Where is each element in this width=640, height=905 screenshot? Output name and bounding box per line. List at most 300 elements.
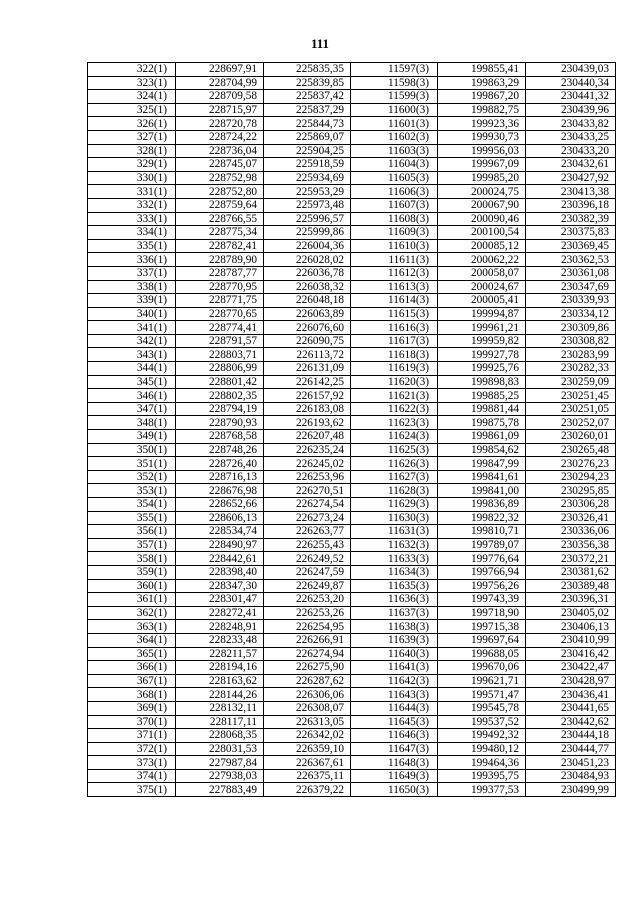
table-row: [88, 90, 616, 104]
table-row: [88, 565, 616, 579]
point-id-cell: 350(1): [88, 443, 176, 457]
y-coordinate-cell: 230439,96: [526, 103, 616, 117]
point-id-cell: 11638(3): [351, 620, 438, 634]
x-coordinate-cell: 228745,07: [176, 158, 264, 172]
y-coordinate-cell: 226249,87: [264, 579, 351, 593]
y-coordinate-cell: 226004,36: [264, 239, 351, 253]
point-id-cell: 11630(3): [351, 511, 438, 525]
x-coordinate-cell: 228211,57: [176, 647, 264, 661]
point-id-cell: 370(1): [88, 715, 176, 729]
x-coordinate-cell: 228759,64: [176, 198, 264, 212]
point-id-cell: 11621(3): [351, 389, 438, 403]
y-coordinate-cell: 230433,25: [526, 130, 616, 144]
table-row: [88, 701, 616, 715]
point-id-cell: 347(1): [88, 402, 176, 416]
y-coordinate-cell: 226306,06: [264, 688, 351, 702]
x-coordinate-cell: 199776,64: [438, 552, 526, 566]
y-coordinate-cell: 225837,42: [264, 90, 351, 104]
table-row: [88, 280, 616, 294]
x-coordinate-cell: 228736,04: [176, 144, 264, 158]
point-id-cell: 356(1): [88, 525, 176, 539]
y-coordinate-cell: 230375,83: [526, 226, 616, 240]
point-id-cell: 11636(3): [351, 593, 438, 607]
y-coordinate-cell: 225953,29: [264, 185, 351, 199]
x-coordinate-cell: 199925,76: [438, 362, 526, 376]
y-coordinate-cell: 230361,08: [526, 266, 616, 280]
x-coordinate-cell: 228301,47: [176, 593, 264, 607]
x-coordinate-cell: 228801,42: [176, 375, 264, 389]
point-id-cell: 11640(3): [351, 647, 438, 661]
point-id-cell: 328(1): [88, 144, 176, 158]
point-id-cell: 322(1): [88, 63, 176, 77]
point-id-cell: 331(1): [88, 185, 176, 199]
point-id-cell: 11649(3): [351, 769, 438, 783]
x-coordinate-cell: 228768,58: [176, 430, 264, 444]
x-coordinate-cell: 199697,64: [438, 633, 526, 647]
x-coordinate-cell: 199994,87: [438, 307, 526, 321]
x-coordinate-cell: 228752,98: [176, 171, 264, 185]
x-coordinate-cell: 199670,06: [438, 661, 526, 675]
table-row: [88, 239, 616, 253]
y-coordinate-cell: 230433,82: [526, 117, 616, 131]
point-id-cell: 345(1): [88, 375, 176, 389]
table-row: [88, 484, 616, 498]
point-id-cell: 333(1): [88, 212, 176, 226]
point-id-cell: 341(1): [88, 321, 176, 335]
x-coordinate-cell: 228794,19: [176, 402, 264, 416]
x-coordinate-cell: 228720,78: [176, 117, 264, 131]
point-id-cell: 325(1): [88, 103, 176, 117]
point-id-cell: 11632(3): [351, 538, 438, 552]
y-coordinate-cell: 230356,38: [526, 538, 616, 552]
x-coordinate-cell: 228652,66: [176, 498, 264, 512]
point-id-cell: 323(1): [88, 76, 176, 90]
x-coordinate-cell: 227987,84: [176, 756, 264, 770]
table-row: [88, 525, 616, 539]
x-coordinate-cell: 228144,26: [176, 688, 264, 702]
table-row: [88, 171, 616, 185]
point-id-cell: 371(1): [88, 729, 176, 743]
y-coordinate-cell: 226274,54: [264, 498, 351, 512]
point-id-cell: 335(1): [88, 239, 176, 253]
y-coordinate-cell: 230252,07: [526, 416, 616, 430]
x-coordinate-cell: 228770,95: [176, 280, 264, 294]
x-coordinate-cell: 228031,53: [176, 742, 264, 756]
x-coordinate-cell: 228442,61: [176, 552, 264, 566]
point-id-cell: 11613(3): [351, 280, 438, 294]
coordinates-table-body: [88, 63, 616, 797]
y-coordinate-cell: 226270,51: [264, 484, 351, 498]
y-coordinate-cell: 226245,02: [264, 457, 351, 471]
point-id-cell: 373(1): [88, 756, 176, 770]
y-coordinate-cell: 230251,05: [526, 402, 616, 416]
point-id-cell: 365(1): [88, 647, 176, 661]
y-coordinate-cell: 230413,38: [526, 185, 616, 199]
point-id-cell: 340(1): [88, 307, 176, 321]
x-coordinate-cell: 228716,13: [176, 470, 264, 484]
table-row: [88, 443, 616, 457]
point-id-cell: 11639(3): [351, 633, 438, 647]
y-coordinate-cell: 230451,23: [526, 756, 616, 770]
y-coordinate-cell: 230389,48: [526, 579, 616, 593]
point-id-cell: 11635(3): [351, 579, 438, 593]
y-coordinate-cell: 226249,52: [264, 552, 351, 566]
x-coordinate-cell: 228766,55: [176, 212, 264, 226]
y-coordinate-cell: 230251,45: [526, 389, 616, 403]
y-coordinate-cell: 226266,91: [264, 633, 351, 647]
x-coordinate-cell: 200005,41: [438, 294, 526, 308]
point-id-cell: 11622(3): [351, 402, 438, 416]
y-coordinate-cell: 225904,25: [264, 144, 351, 158]
table-row: [88, 402, 616, 416]
x-coordinate-cell: 228117,11: [176, 715, 264, 729]
x-coordinate-cell: 228803,71: [176, 348, 264, 362]
y-coordinate-cell: 225837,29: [264, 103, 351, 117]
point-id-cell: 11642(3): [351, 674, 438, 688]
x-coordinate-cell: 199885,25: [438, 389, 526, 403]
x-coordinate-cell: 228132,11: [176, 701, 264, 715]
y-coordinate-cell: 230308,82: [526, 334, 616, 348]
x-coordinate-cell: 228789,90: [176, 253, 264, 267]
y-coordinate-cell: 230260,01: [526, 430, 616, 444]
table-row: [88, 144, 616, 158]
x-coordinate-cell: 199923,36: [438, 117, 526, 131]
y-coordinate-cell: 230306,28: [526, 498, 616, 512]
x-coordinate-cell: 199766,94: [438, 565, 526, 579]
x-coordinate-cell: 199718,90: [438, 606, 526, 620]
y-coordinate-cell: 226207,48: [264, 430, 351, 444]
y-coordinate-cell: 226090,75: [264, 334, 351, 348]
table-row: [88, 579, 616, 593]
y-coordinate-cell: 226342,02: [264, 729, 351, 743]
table-row: [88, 674, 616, 688]
x-coordinate-cell: 199959,82: [438, 334, 526, 348]
y-coordinate-cell: 226255,43: [264, 538, 351, 552]
point-id-cell: 361(1): [88, 593, 176, 607]
x-coordinate-cell: 199867,20: [438, 90, 526, 104]
y-coordinate-cell: 225844,73: [264, 117, 351, 131]
point-id-cell: 11641(3): [351, 661, 438, 675]
point-id-cell: 343(1): [88, 348, 176, 362]
y-coordinate-cell: 230428,97: [526, 674, 616, 688]
x-coordinate-cell: 199863,29: [438, 76, 526, 90]
y-coordinate-cell: 230405,02: [526, 606, 616, 620]
point-id-cell: 11614(3): [351, 294, 438, 308]
table-row: [88, 348, 616, 362]
y-coordinate-cell: 230382,39: [526, 212, 616, 226]
x-coordinate-cell: 228606,13: [176, 511, 264, 525]
y-coordinate-cell: 226273,24: [264, 511, 351, 525]
y-coordinate-cell: 226359,10: [264, 742, 351, 756]
table-row: [88, 307, 616, 321]
y-coordinate-cell: 226308,07: [264, 701, 351, 715]
y-coordinate-cell: 226036,78: [264, 266, 351, 280]
x-coordinate-cell: 199836,89: [438, 498, 526, 512]
table-row: [88, 266, 616, 280]
point-id-cell: 11626(3): [351, 457, 438, 471]
y-coordinate-cell: 225839,85: [264, 76, 351, 90]
table-row: [88, 606, 616, 620]
table-row: [88, 117, 616, 131]
x-coordinate-cell: 228787,77: [176, 266, 264, 280]
y-coordinate-cell: 226253,20: [264, 593, 351, 607]
y-coordinate-cell: 226254,95: [264, 620, 351, 634]
x-coordinate-cell: 199756,26: [438, 579, 526, 593]
coordinates-table: [87, 62, 616, 797]
y-coordinate-cell: 226313,05: [264, 715, 351, 729]
table-row: [88, 389, 616, 403]
table-row: [88, 430, 616, 444]
y-coordinate-cell: 230441,32: [526, 90, 616, 104]
y-coordinate-cell: 230442,62: [526, 715, 616, 729]
x-coordinate-cell: 199930,73: [438, 130, 526, 144]
point-id-cell: 11599(3): [351, 90, 438, 104]
point-id-cell: 11597(3): [351, 63, 438, 77]
table-row: [88, 538, 616, 552]
y-coordinate-cell: 226113,72: [264, 348, 351, 362]
point-id-cell: 357(1): [88, 538, 176, 552]
x-coordinate-cell: 228726,40: [176, 457, 264, 471]
table-row: [88, 457, 616, 471]
point-id-cell: 354(1): [88, 498, 176, 512]
y-coordinate-cell: 230276,23: [526, 457, 616, 471]
table-row: [88, 212, 616, 226]
table-row: [88, 185, 616, 199]
x-coordinate-cell: 199882,75: [438, 103, 526, 117]
x-coordinate-cell: 199861,09: [438, 430, 526, 444]
y-coordinate-cell: 230484,93: [526, 769, 616, 783]
point-id-cell: 337(1): [88, 266, 176, 280]
x-coordinate-cell: 228782,41: [176, 239, 264, 253]
point-id-cell: 11619(3): [351, 362, 438, 376]
point-id-cell: 339(1): [88, 294, 176, 308]
x-coordinate-cell: 228248,91: [176, 620, 264, 634]
x-coordinate-cell: 228398,40: [176, 565, 264, 579]
point-id-cell: 334(1): [88, 226, 176, 240]
point-id-cell: 366(1): [88, 661, 176, 675]
x-coordinate-cell: 199789,07: [438, 538, 526, 552]
point-id-cell: 324(1): [88, 90, 176, 104]
y-coordinate-cell: 230433,20: [526, 144, 616, 158]
point-id-cell: 349(1): [88, 430, 176, 444]
y-coordinate-cell: 230432,61: [526, 158, 616, 172]
x-coordinate-cell: 228068,35: [176, 729, 264, 743]
y-coordinate-cell: 226028,02: [264, 253, 351, 267]
y-coordinate-cell: 226142,25: [264, 375, 351, 389]
point-id-cell: 374(1): [88, 769, 176, 783]
point-id-cell: 11620(3): [351, 375, 438, 389]
table-row: [88, 511, 616, 525]
y-coordinate-cell: 226287,62: [264, 674, 351, 688]
point-id-cell: 11606(3): [351, 185, 438, 199]
y-coordinate-cell: 230347,69: [526, 280, 616, 294]
x-coordinate-cell: 199855,41: [438, 63, 526, 77]
table-row: [88, 729, 616, 743]
point-id-cell: 11610(3): [351, 239, 438, 253]
point-id-cell: 11650(3): [351, 783, 438, 797]
point-id-cell: 332(1): [88, 198, 176, 212]
point-id-cell: 330(1): [88, 171, 176, 185]
x-coordinate-cell: 199480,12: [438, 742, 526, 756]
x-coordinate-cell: 199810,71: [438, 525, 526, 539]
table-row: [88, 226, 616, 240]
y-coordinate-cell: 226076,60: [264, 321, 351, 335]
x-coordinate-cell: 228748,26: [176, 443, 264, 457]
x-coordinate-cell: 199537,52: [438, 715, 526, 729]
x-coordinate-cell: 227883,49: [176, 783, 264, 797]
x-coordinate-cell: 228704,99: [176, 76, 264, 90]
page-number: 111: [310, 36, 330, 51]
point-id-cell: 367(1): [88, 674, 176, 688]
point-id-cell: 372(1): [88, 742, 176, 756]
y-coordinate-cell: 226263,77: [264, 525, 351, 539]
x-coordinate-cell: 199621,71: [438, 674, 526, 688]
y-coordinate-cell: 226063,89: [264, 307, 351, 321]
point-id-cell: 359(1): [88, 565, 176, 579]
point-id-cell: 369(1): [88, 701, 176, 715]
point-id-cell: 326(1): [88, 117, 176, 131]
y-coordinate-cell: 230406,13: [526, 620, 616, 634]
y-coordinate-cell: 230439,03: [526, 63, 616, 77]
y-coordinate-cell: 230396,18: [526, 198, 616, 212]
x-coordinate-cell: 200058,07: [438, 266, 526, 280]
point-id-cell: 368(1): [88, 688, 176, 702]
x-coordinate-cell: 228163,62: [176, 674, 264, 688]
y-coordinate-cell: 226183,08: [264, 402, 351, 416]
point-id-cell: 358(1): [88, 552, 176, 566]
x-coordinate-cell: 199822,32: [438, 511, 526, 525]
point-id-cell: 11605(3): [351, 171, 438, 185]
point-id-cell: 11646(3): [351, 729, 438, 743]
y-coordinate-cell: 230444,18: [526, 729, 616, 743]
y-coordinate-cell: 230265,48: [526, 443, 616, 457]
point-id-cell: 375(1): [88, 783, 176, 797]
point-id-cell: 11598(3): [351, 76, 438, 90]
table-row: [88, 769, 616, 783]
table-row: [88, 742, 616, 756]
point-id-cell: 11602(3): [351, 130, 438, 144]
y-coordinate-cell: 226157,92: [264, 389, 351, 403]
x-coordinate-cell: 228771,75: [176, 294, 264, 308]
point-id-cell: 352(1): [88, 470, 176, 484]
y-coordinate-cell: 230440,34: [526, 76, 616, 90]
x-coordinate-cell: 199854,62: [438, 443, 526, 457]
y-coordinate-cell: 226375,11: [264, 769, 351, 783]
x-coordinate-cell: 200085,12: [438, 239, 526, 253]
x-coordinate-cell: 199841,61: [438, 470, 526, 484]
point-id-cell: 336(1): [88, 253, 176, 267]
point-id-cell: 11647(3): [351, 742, 438, 756]
x-coordinate-cell: 199571,47: [438, 688, 526, 702]
point-id-cell: 329(1): [88, 158, 176, 172]
point-id-cell: 346(1): [88, 389, 176, 403]
x-coordinate-cell: 199688,05: [438, 647, 526, 661]
y-coordinate-cell: 230396,31: [526, 593, 616, 607]
x-coordinate-cell: 200024,67: [438, 280, 526, 294]
point-id-cell: 11618(3): [351, 348, 438, 362]
x-coordinate-cell: 228272,41: [176, 606, 264, 620]
y-coordinate-cell: 226275,90: [264, 661, 351, 675]
point-id-cell: 362(1): [88, 606, 176, 620]
y-coordinate-cell: 226379,22: [264, 783, 351, 797]
point-id-cell: 11612(3): [351, 266, 438, 280]
point-id-cell: 11604(3): [351, 158, 438, 172]
table-row: [88, 498, 616, 512]
y-coordinate-cell: 230282,33: [526, 362, 616, 376]
x-coordinate-cell: 228347,30: [176, 579, 264, 593]
y-coordinate-cell: 230309,86: [526, 321, 616, 335]
table-row: [88, 294, 616, 308]
y-coordinate-cell: 226038,32: [264, 280, 351, 294]
x-coordinate-cell: 228774,41: [176, 321, 264, 335]
point-id-cell: 327(1): [88, 130, 176, 144]
y-coordinate-cell: 230441,65: [526, 701, 616, 715]
point-id-cell: 11623(3): [351, 416, 438, 430]
point-id-cell: 11644(3): [351, 701, 438, 715]
y-coordinate-cell: 230427,92: [526, 171, 616, 185]
y-coordinate-cell: 225934,69: [264, 171, 351, 185]
x-coordinate-cell: 228790,93: [176, 416, 264, 430]
y-coordinate-cell: 230294,23: [526, 470, 616, 484]
point-id-cell: 11645(3): [351, 715, 438, 729]
table-row: [88, 63, 616, 77]
point-id-cell: 348(1): [88, 416, 176, 430]
x-coordinate-cell: 199464,36: [438, 756, 526, 770]
point-id-cell: 11628(3): [351, 484, 438, 498]
x-coordinate-cell: 199847,99: [438, 457, 526, 471]
point-id-cell: 11611(3): [351, 253, 438, 267]
point-id-cell: 11648(3): [351, 756, 438, 770]
y-coordinate-cell: 230362,53: [526, 253, 616, 267]
point-id-cell: 364(1): [88, 633, 176, 647]
y-coordinate-cell: 230422,47: [526, 661, 616, 675]
x-coordinate-cell: 199898,83: [438, 375, 526, 389]
y-coordinate-cell: 225999,86: [264, 226, 351, 240]
table-row: [88, 552, 616, 566]
y-coordinate-cell: 230416,42: [526, 647, 616, 661]
y-coordinate-cell: 226235,24: [264, 443, 351, 457]
x-coordinate-cell: 228802,35: [176, 389, 264, 403]
y-coordinate-cell: 225973,48: [264, 198, 351, 212]
table-row: [88, 76, 616, 90]
point-id-cell: 11625(3): [351, 443, 438, 457]
point-id-cell: 11617(3): [351, 334, 438, 348]
x-coordinate-cell: 199395,75: [438, 769, 526, 783]
point-id-cell: 11633(3): [351, 552, 438, 566]
y-coordinate-cell: 230259,09: [526, 375, 616, 389]
y-coordinate-cell: 226274,94: [264, 647, 351, 661]
table-row: [88, 620, 616, 634]
table-row: [88, 661, 616, 675]
y-coordinate-cell: 226253,26: [264, 606, 351, 620]
x-coordinate-cell: 200067,90: [438, 198, 526, 212]
y-coordinate-cell: 230499,99: [526, 783, 616, 797]
x-coordinate-cell: 200090,46: [438, 212, 526, 226]
x-coordinate-cell: 228791,57: [176, 334, 264, 348]
table-row: [88, 253, 616, 267]
x-coordinate-cell: 228724,22: [176, 130, 264, 144]
x-coordinate-cell: 228697,91: [176, 63, 264, 77]
table-row: [88, 715, 616, 729]
point-id-cell: 11637(3): [351, 606, 438, 620]
x-coordinate-cell: 228715,97: [176, 103, 264, 117]
point-id-cell: 342(1): [88, 334, 176, 348]
table-row: [88, 130, 616, 144]
x-coordinate-cell: 228752,80: [176, 185, 264, 199]
x-coordinate-cell: 199545,78: [438, 701, 526, 715]
y-coordinate-cell: 230283,99: [526, 348, 616, 362]
x-coordinate-cell: 228233,48: [176, 633, 264, 647]
